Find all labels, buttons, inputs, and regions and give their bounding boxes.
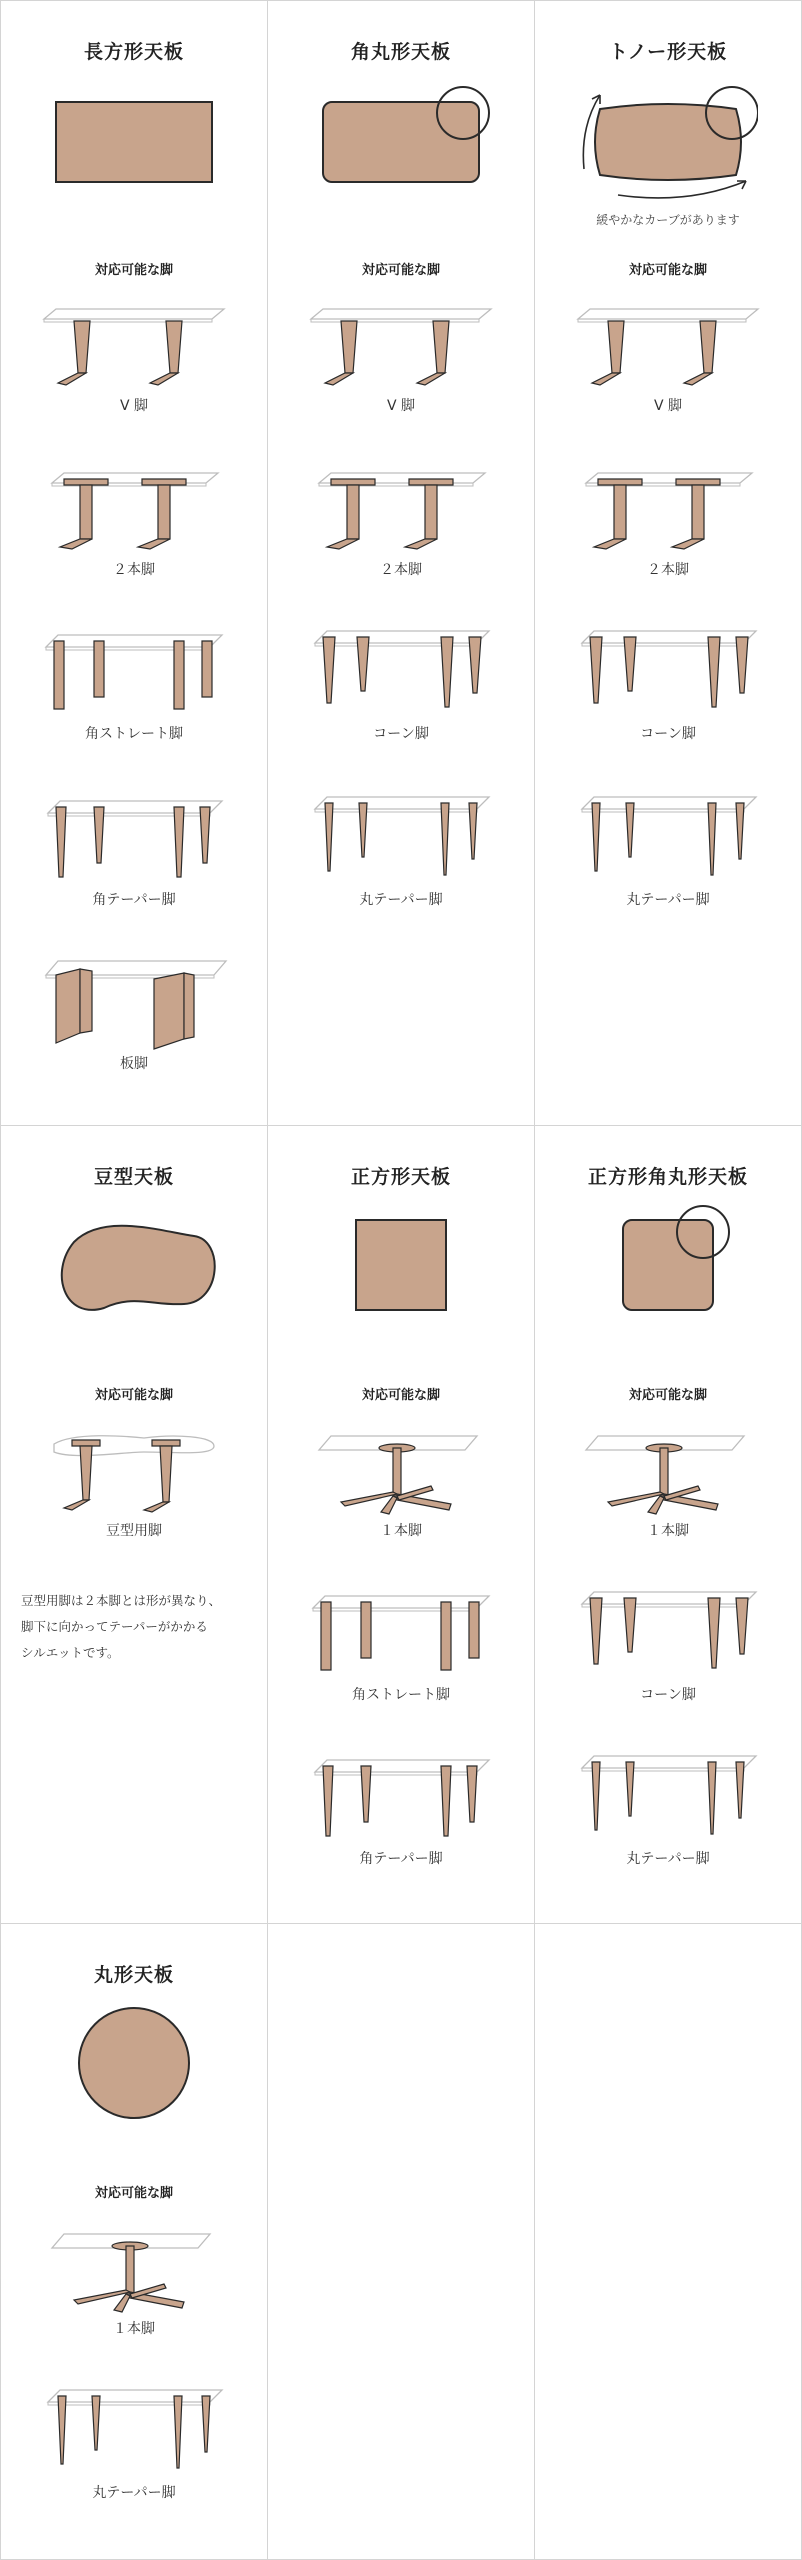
circle-tabletop-icon bbox=[1, 2000, 267, 2130]
leg-option bbox=[535, 1750, 801, 1900]
leg-option bbox=[1, 625, 267, 775]
leg-option bbox=[268, 297, 534, 447]
leg-label: コーン脚 bbox=[640, 1687, 696, 1703]
leg-label: 丸テーパー脚 bbox=[626, 892, 710, 908]
one-leg-icon bbox=[1, 2220, 267, 2316]
rounded-rectangle-tabletop-icon bbox=[268, 77, 534, 207]
square-straight-leg-icon bbox=[268, 1586, 534, 1682]
leg-label: １本脚 bbox=[113, 2321, 155, 2337]
cone-leg-icon bbox=[268, 625, 534, 721]
description-line: 脚下に向かってテーパーがかかる bbox=[21, 1619, 208, 1634]
leg-label: １本脚 bbox=[647, 1523, 689, 1539]
leg-label: V 脚 bbox=[119, 398, 149, 414]
v-leg-icon bbox=[1, 297, 267, 393]
leg-option bbox=[535, 791, 801, 941]
description-line: 豆型用脚は２本脚とは形が異なり、 bbox=[21, 1593, 222, 1608]
panel-title: 長方形天板 bbox=[83, 41, 184, 63]
compatible-legs-heading: 対応可能な脚 bbox=[94, 263, 173, 278]
round-taper-leg-icon bbox=[268, 791, 534, 887]
leg-label: 角テーパー脚 bbox=[359, 1851, 443, 1867]
panel-bean bbox=[0, 1126, 268, 1924]
panel-empty-1 bbox=[268, 1924, 535, 2560]
leg-label: 豆型用脚 bbox=[106, 1523, 162, 1539]
leg-option bbox=[1, 2384, 267, 2534]
leg-label: ２本脚 bbox=[113, 562, 155, 578]
leg-label: ２本脚 bbox=[647, 562, 689, 578]
leg-option bbox=[1, 461, 267, 611]
cone-leg-icon bbox=[535, 625, 801, 721]
compatible-legs-heading: 対応可能な脚 bbox=[628, 1388, 707, 1403]
v-leg-icon bbox=[268, 297, 534, 393]
leg-option bbox=[535, 1586, 801, 1736]
panel-circle bbox=[0, 1924, 268, 2560]
two-leg-icon bbox=[1, 461, 267, 557]
compatible-legs-heading: 対応可能な脚 bbox=[361, 1388, 440, 1403]
panel-title: 正方形角丸形天板 bbox=[587, 1166, 748, 1188]
leg-description bbox=[21, 1588, 253, 1666]
panel-rounded-square bbox=[535, 1126, 802, 1924]
square-tabletop-icon bbox=[268, 1202, 534, 1332]
panel-rounded-rectangle bbox=[268, 0, 535, 1126]
leg-label: 丸テーパー脚 bbox=[359, 892, 443, 908]
square-taper-leg-icon bbox=[268, 1750, 534, 1846]
compatible-legs-heading: 対応可能な脚 bbox=[361, 263, 440, 278]
one-leg-icon bbox=[268, 1422, 534, 1518]
panel-leg-icon bbox=[1, 955, 267, 1051]
leg-option bbox=[535, 1422, 801, 1572]
leg-option bbox=[1, 297, 267, 447]
leg-label: V 脚 bbox=[653, 398, 683, 414]
compatible-legs-heading: 対応可能な脚 bbox=[628, 263, 707, 278]
leg-label: ２本脚 bbox=[380, 562, 422, 578]
leg-option bbox=[535, 461, 801, 611]
v-leg-icon bbox=[535, 297, 801, 393]
leg-label: コーン脚 bbox=[373, 726, 429, 742]
round-taper-leg-icon bbox=[1, 2384, 267, 2480]
leg-option bbox=[1, 1422, 267, 1572]
two-leg-icon bbox=[268, 461, 534, 557]
tabletop-note: 緩やかなカーブがあります bbox=[596, 213, 740, 227]
leg-option bbox=[1, 791, 267, 941]
round-taper-leg-icon bbox=[535, 1750, 801, 1846]
leg-label: 丸テーパー脚 bbox=[92, 2485, 176, 2501]
panel-title: 正方形天板 bbox=[350, 1166, 451, 1188]
leg-label: 角ストレート脚 bbox=[85, 726, 183, 742]
leg-option bbox=[268, 791, 534, 941]
panel-title: 豆型天板 bbox=[93, 1166, 174, 1188]
leg-label: V 脚 bbox=[386, 398, 416, 414]
panel-rectangle bbox=[0, 0, 268, 1126]
panel-square bbox=[268, 1126, 535, 1924]
leg-option bbox=[535, 297, 801, 447]
leg-option bbox=[535, 625, 801, 775]
panel-empty-2 bbox=[535, 1924, 802, 2560]
one-leg-icon bbox=[535, 1422, 801, 1518]
panel-title: 角丸形天板 bbox=[350, 41, 451, 63]
rectangle-tabletop-icon bbox=[1, 77, 267, 207]
leg-label: 丸テーパー脚 bbox=[626, 1851, 710, 1867]
leg-option bbox=[268, 625, 534, 775]
two-leg-icon bbox=[535, 461, 801, 557]
leg-option bbox=[268, 1586, 534, 1736]
leg-label: 角テーパー脚 bbox=[92, 892, 176, 908]
leg-option bbox=[1, 2220, 267, 2370]
leg-option bbox=[268, 461, 534, 611]
leg-option bbox=[1, 955, 267, 1105]
leg-label: 角ストレート脚 bbox=[352, 1687, 450, 1703]
leg-label: 板脚 bbox=[120, 1056, 148, 1072]
cone-leg-icon bbox=[535, 1586, 801, 1682]
tonneau-tabletop-icon bbox=[535, 77, 801, 207]
leg-label: コーン脚 bbox=[640, 726, 696, 742]
leg-option bbox=[268, 1750, 534, 1900]
description-line: シルエットです。 bbox=[21, 1645, 120, 1660]
panel-title: 丸形天板 bbox=[93, 1964, 174, 1986]
round-taper-leg-icon bbox=[535, 791, 801, 887]
compatible-legs-heading: 対応可能な脚 bbox=[94, 1388, 173, 1403]
leg-label: １本脚 bbox=[380, 1523, 422, 1539]
square-taper-leg-icon bbox=[1, 791, 267, 887]
bean-tabletop-icon bbox=[1, 1202, 267, 1332]
panel-title: トノー形天板 bbox=[608, 41, 728, 63]
square-straight-leg-icon bbox=[1, 625, 267, 721]
bean-leg-icon bbox=[1, 1422, 267, 1518]
leg-option bbox=[268, 1422, 534, 1572]
rounded-square-tabletop-icon bbox=[535, 1202, 801, 1332]
compatible-legs-heading: 対応可能な脚 bbox=[94, 2186, 173, 2201]
panel-tonneau bbox=[535, 0, 802, 1126]
